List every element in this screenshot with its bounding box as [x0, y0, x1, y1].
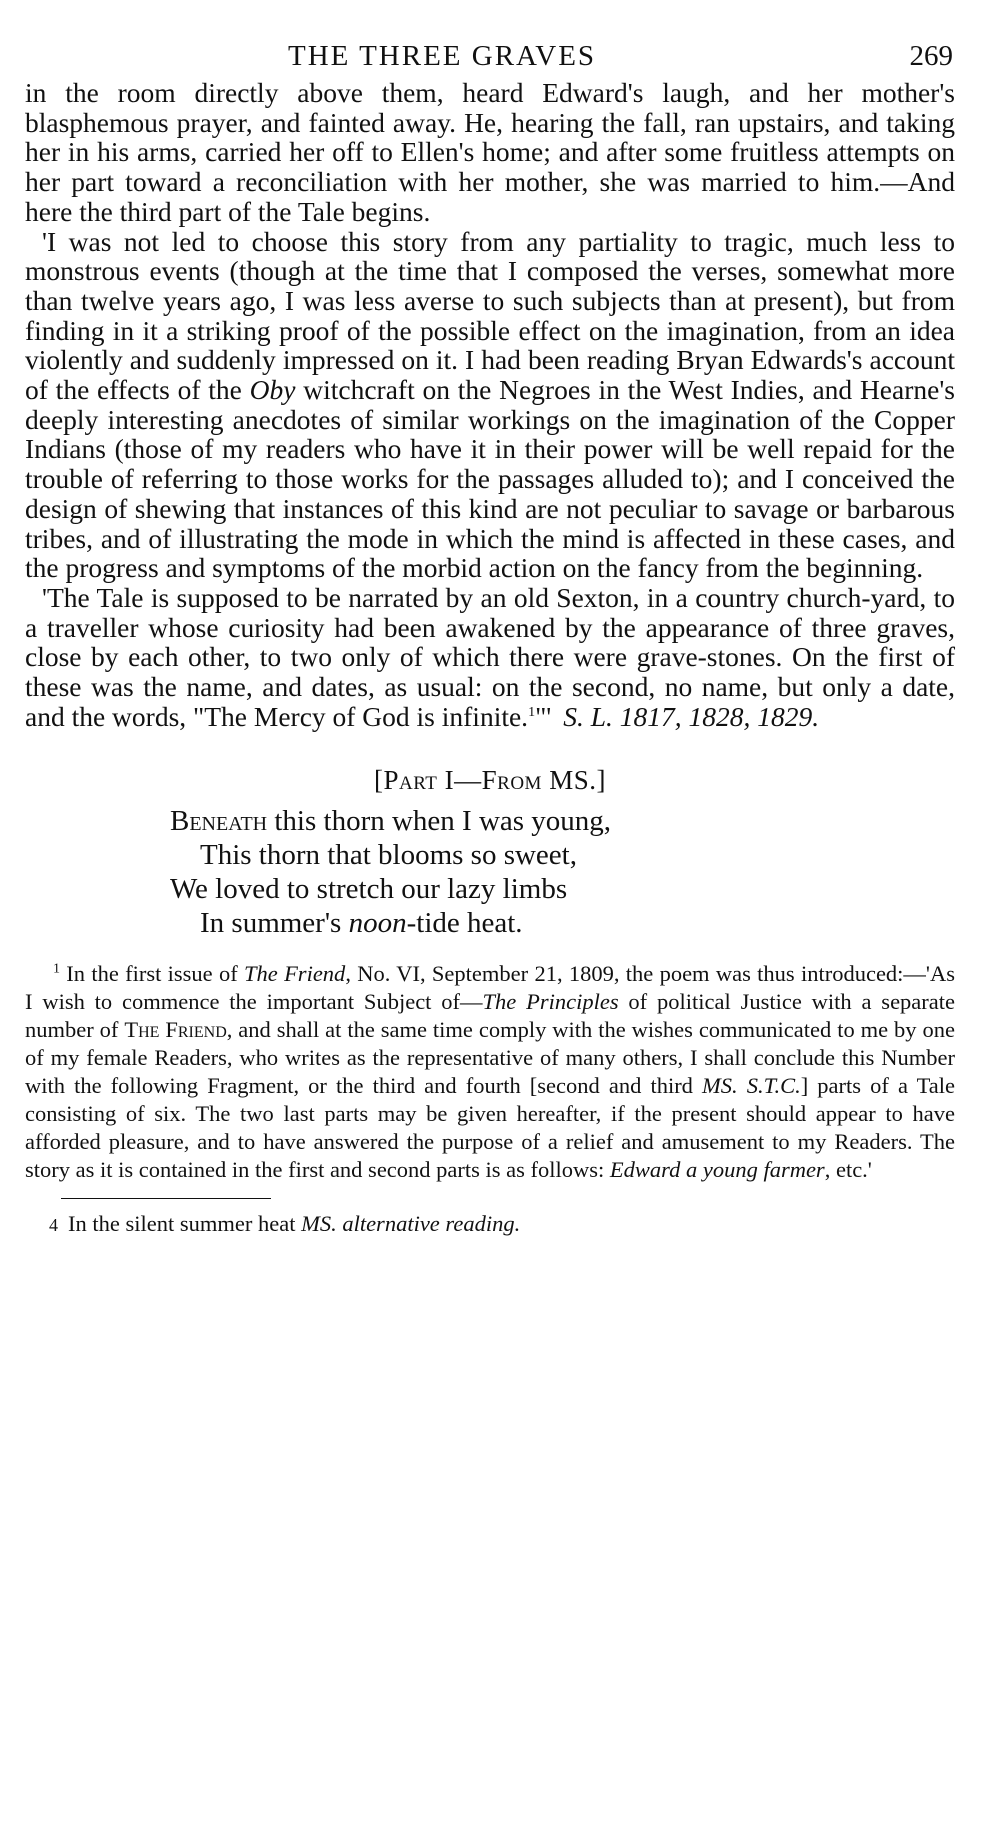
paragraph-3: 'The Tale is supposed to be narrated by an old Sexton, in a country church-yard, to a traveller whose curiosity had been awakened by the appearance of three graves, close by each other, to two only of which there were grave-stones. On the first of these was the name, and dates, as usual: on the second, no name, but only a date, and the words, "The Mercy of God is infinite.$^1$"' S. L. 1817, 1828, 1829.: [25, 581, 955, 732]
running-header: [25, 28, 955, 78]
footnote-1: $^1$ In the first issue of The Friend, No. VI, September 21, 1809, the poem was thus introduced:—'As I wish to commence the important Subject of—The Principles of political Justice with a separate number of The Friend, and shall at the same time comply with the wishes communicated to me by one of my female Readers, who writes as the representative of many others, I shall conclude this Number with the following Fragment, or the third and fourth [second and third MS. S.T.C.] parts of a Tale consisting of six. The two last parts may be given hereafter, if the present should appear to have afforded pleasure, and to have answered the purpose of a relief and amusement to my Readers. The story as it is contained in the first and second parts is as follows: Edward a young farmer, etc.': [25, 961, 956, 1183]
verse-stanza: [170, 804, 955, 940]
footnote-divider: [61, 1198, 271, 1199]
paragraph-1: in the room directly above them, heard Edward's laugh, and her mother's blasphemous prayer, and fainted away. He, hearing the fall, ran upstairs, and taking her in his arms, carried her off to Ellen's home; and after some fruitless attempts on her part toward a reconciliation with her mother, she was married to him.—And here the third part of the Tale begins.: [25, 77, 955, 227]
verse-line-1: Beneath this thorn when I was young,: [170, 805, 612, 838]
variant-line-number: 4: [49, 1215, 58, 1236]
date-citation: S. L. 1817, 1828, 1829.: [563, 700, 820, 732]
verse-line-4: In summer's noon-tide heat.: [200, 907, 523, 940]
book-page: [25, 28, 955, 1237]
page-number: 269: [909, 40, 953, 72]
variant-reading: 4 In the silent summer heat MS. alternative reading.: [49, 1211, 521, 1237]
italic-oby: Oby: [249, 374, 296, 406]
prose-body: [25, 78, 955, 731]
footnote-marker: 1: [528, 704, 536, 720]
verse-line-2: This thorn that blooms so sweet,: [200, 839, 577, 872]
verse-line-3: We loved to stretch our lazy limbs: [170, 873, 568, 906]
running-title: THE THREE GRAVES: [288, 40, 597, 72]
footnote-number: 1: [53, 961, 60, 977]
paragraph-2: 'I was not led to choose this story from any partiality to tragic, much less to monstrous events (though at the time that I composed the verses, somewhat more than twelve years ago, I was less averse to such subjects than at present), but from finding in it a striking proof of the possible effect on the imagination, from an idea violently and suddenly impressed on it. I had been reading Bryan Edwards's account of the effects of the Oby witchcraft on the Negroes in the West Indies, and Hearne's deeply interesting anecdotes of similar workings on the imagination of the Copper Indians (those of my readers who have it in their power will be well repaid for the trouble of referring to those works for the passages alluded to); and I conceived the design of shewing that instances of this kind are not peculiar to savage or barbarous tribes, and of illustrating the mode in which the mind is affected in these cases, and the progress and symptoms of the morbid action on the fancy from the beginning.: [25, 225, 955, 584]
part-heading: [Part I—From MS.]: [374, 765, 606, 796]
